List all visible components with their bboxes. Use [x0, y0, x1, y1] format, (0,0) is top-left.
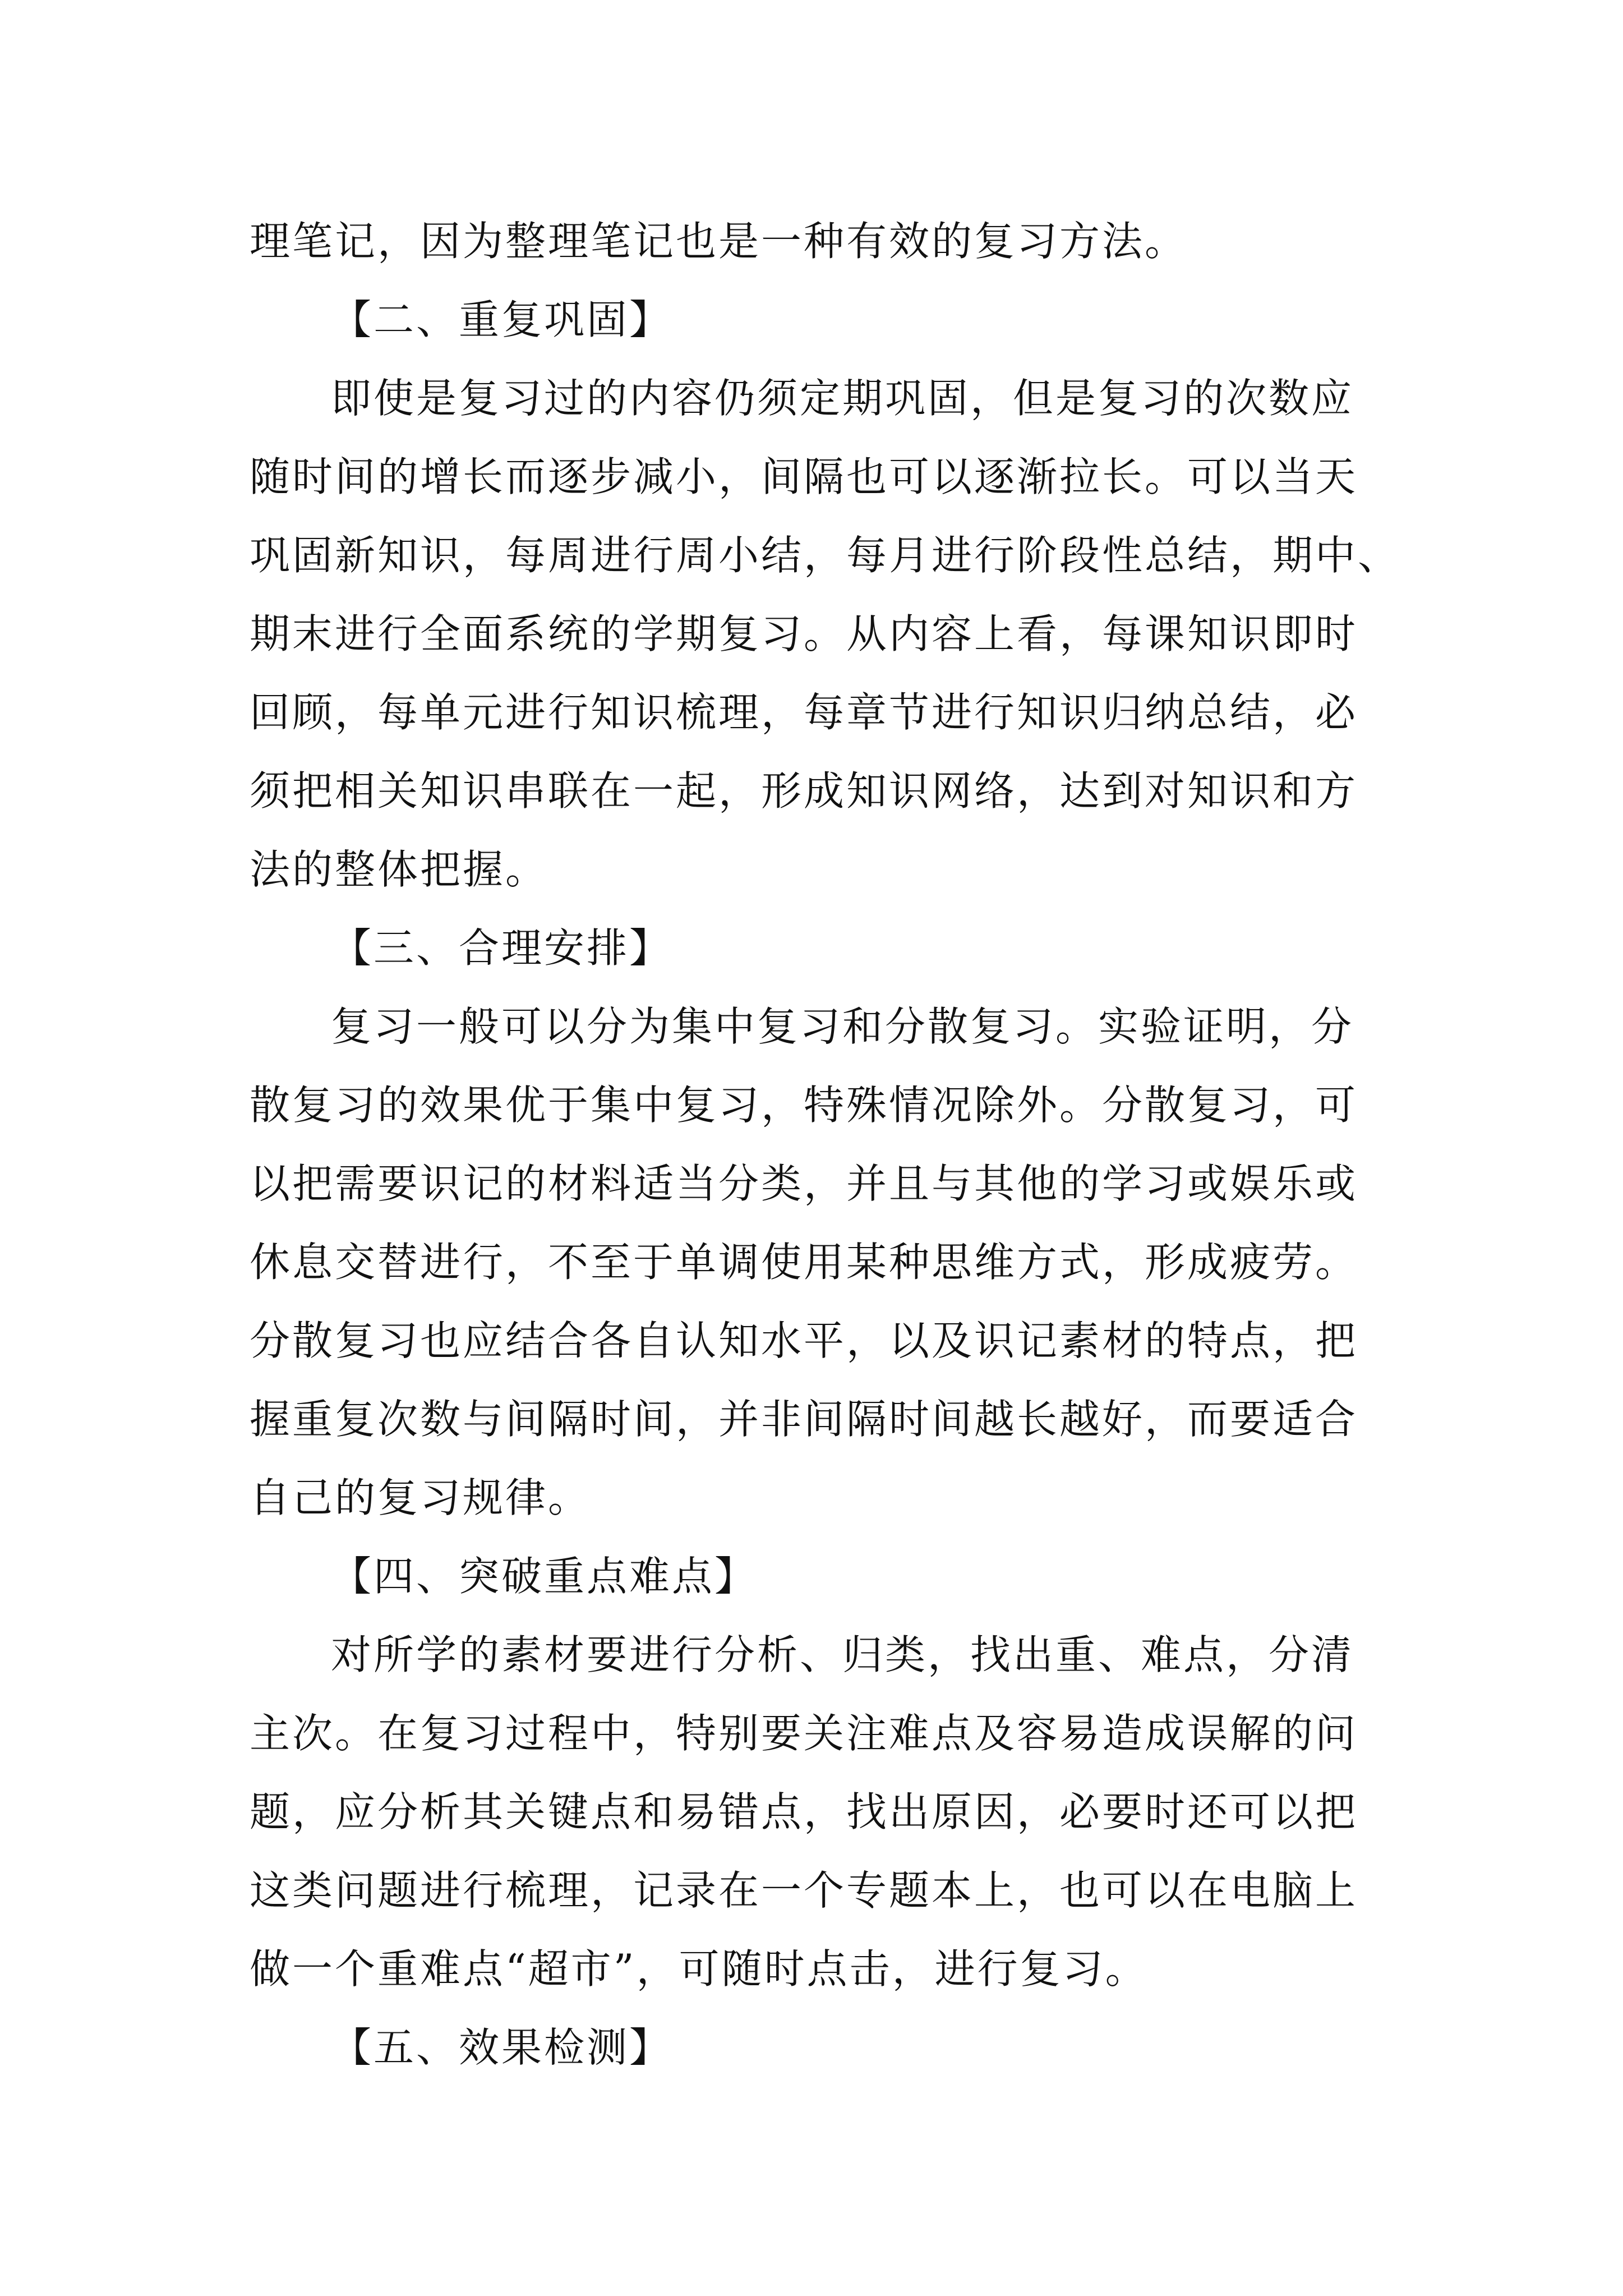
paragraph-line: 自己的复习规律。	[250, 1474, 591, 1521]
paragraph-line: 主次。在复习过程中，特别要关注难点及容易造成误解的问	[250, 1710, 1358, 1757]
paragraph-line: 随时间的增长而逐步减小，间隔也可以逐渐拉长。可以当天	[250, 453, 1358, 500]
paragraph-line: 做一个重难点“超市”，可随时点击，进行复习。	[250, 1945, 1148, 1993]
section-heading-4: 【四、突破重点难点】	[331, 1553, 758, 1600]
section-heading-5: 【五、效果检测】	[331, 2024, 672, 2071]
paragraph-line: 对所学的素材要进行分析、归类，找出重、难点，分清	[331, 1631, 1354, 1678]
section-heading-3: 【三、合理安排】	[331, 924, 672, 972]
paragraph-line: 以把需要识记的材料适当分类，并且与其他的学习或娱乐或	[250, 1160, 1358, 1207]
paragraph-line: 这类问题进行梳理，记录在一个专题本上，也可以在电脑上	[250, 1867, 1358, 1914]
paragraph-line: 复习一般可以分为集中复习和分散复习。实验证明，分	[331, 1003, 1354, 1050]
section-heading-2: 【二、重复巩固】	[331, 296, 672, 343]
paragraph-line: 分散复习也应结合各自认知水平，以及识记素材的特点，把	[250, 1317, 1358, 1364]
paragraph-line: 回顾，每单元进行知识梳理，每章节进行知识归纳总结，必	[250, 689, 1358, 736]
paragraph-line: 休息交替进行，不至于单调使用某种思维方式，形成疲劳。	[250, 1239, 1358, 1286]
paragraph-line: 法的整体把握。	[250, 846, 548, 893]
paragraph-line: 理笔记，因为整理笔记也是一种有效的复习方法。	[250, 218, 1188, 265]
paragraph-line: 须把相关知识串联在一起，形成知识网络，达到对知识和方	[250, 767, 1358, 815]
paragraph-line: 即使是复习过的内容仍须定期巩固，但是复习的次数应	[331, 375, 1354, 422]
paragraph-line: 巩固新知识，每周进行周小结，每月进行阶段性总结，期中、	[250, 532, 1401, 579]
paragraph-line: 期末进行全面系统的学期复习。从内容上看，每课知识即时	[250, 610, 1358, 657]
paragraph-line: 题，应分析其关键点和易错点，找出原因，必要时还可以把	[250, 1788, 1358, 1835]
paragraph-line: 散复习的效果优于集中复习，特殊情况除外。分散复习，可	[250, 1082, 1358, 1129]
paragraph-line: 握重复次数与间隔时间，并非间隔时间越长越好，而要适合	[250, 1396, 1358, 1443]
